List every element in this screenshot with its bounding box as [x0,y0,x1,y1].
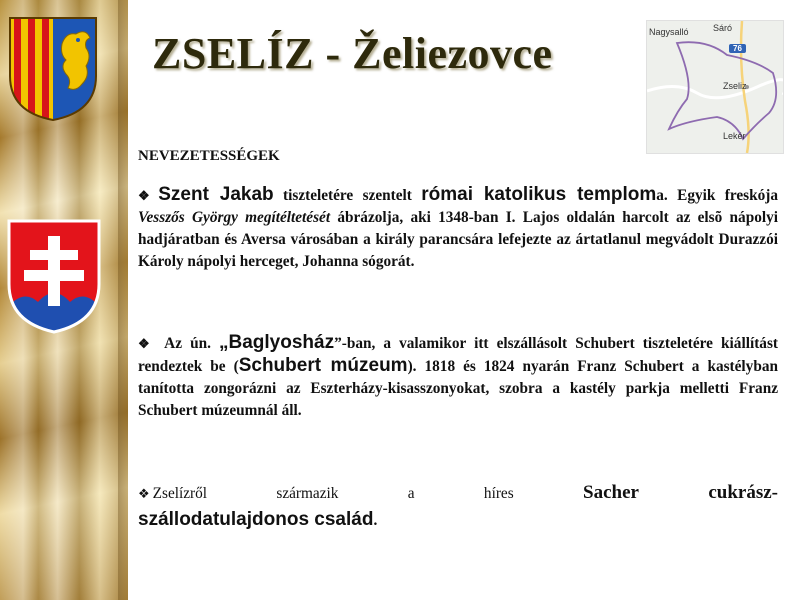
gold-sidebar [0,0,128,600]
sacher-word: a [407,485,415,502]
text-run: Az ún. [156,335,219,352]
church-type: római katolikus templom [421,184,657,205]
sacher-word: híres [483,485,514,502]
sacher-line-2 [138,509,778,532]
paragraph-schubert [138,332,778,422]
text-run: ábrázolja, aki 1348-ban I. Lajos oldalán harcolt az elsõ nápolyi hadjáratban és Aversa városában a király parancsára lefejezte az ártatlanul megvádolt Durazzói Károly nápolyi herceget, Johanna sógorát. [138,209,778,270]
map-label-zseliz: Zseliz [723,81,747,91]
slovak-coat-of-arms [6,218,102,336]
sacher-word [138,483,207,505]
map-label-nagysallo: Nagysalló [649,27,689,37]
paragraph-church [138,184,778,273]
sacher-word: származik [276,485,339,502]
bullet-icon: ❖ [138,486,150,501]
schubert-museum-name: Schubert múzeum [238,355,408,376]
baglyoshaz-name: „Baglyosház [219,332,335,353]
sacher-name: Sacher [583,482,639,503]
route-badge: 76 [729,44,746,53]
text-run: ”-ban, a valamikor itt elszállásolt Schubert tiszteletére kiállítást rendeztek be ( [138,335,778,375]
fresco-subject: Vesszős György megítéltetését [138,209,331,226]
page-title: ZSELÍZ - Želiezovce [152,29,553,78]
text-run: Zselízről [152,485,208,502]
sacher-line-1 [138,482,778,505]
bullet-icon: ❖ [138,336,154,351]
text-run: ). 1818 és 1824 nyarán Franz Schubert a kastélyban tanította zongorázni az Eszterházy-kisasszonyokat, szobra a kastély parkja melletti Franz Schubert múzeumnál áll. [138,358,778,419]
text-run: a. Egyik freskója [656,187,779,204]
sacher-family-label: szállodatulajdonos család [138,509,374,530]
paragraph-sacher [138,482,778,532]
text-run: . [373,512,378,529]
map-label-saro: Sáró [713,23,733,33]
section-heading: NEVEZETESSÉGEK [138,148,280,164]
map-graphic [647,21,783,153]
text-run: tiszteletére szentelt [273,187,422,204]
location-map [646,20,784,154]
church-saint-name: Szent Jakab [158,184,274,205]
map-label-leker: Lekér [723,131,746,141]
sacher-word: cukrász- [708,482,778,503]
regional-coat-of-arms [6,14,100,124]
bullet-icon: ❖ [138,188,156,203]
